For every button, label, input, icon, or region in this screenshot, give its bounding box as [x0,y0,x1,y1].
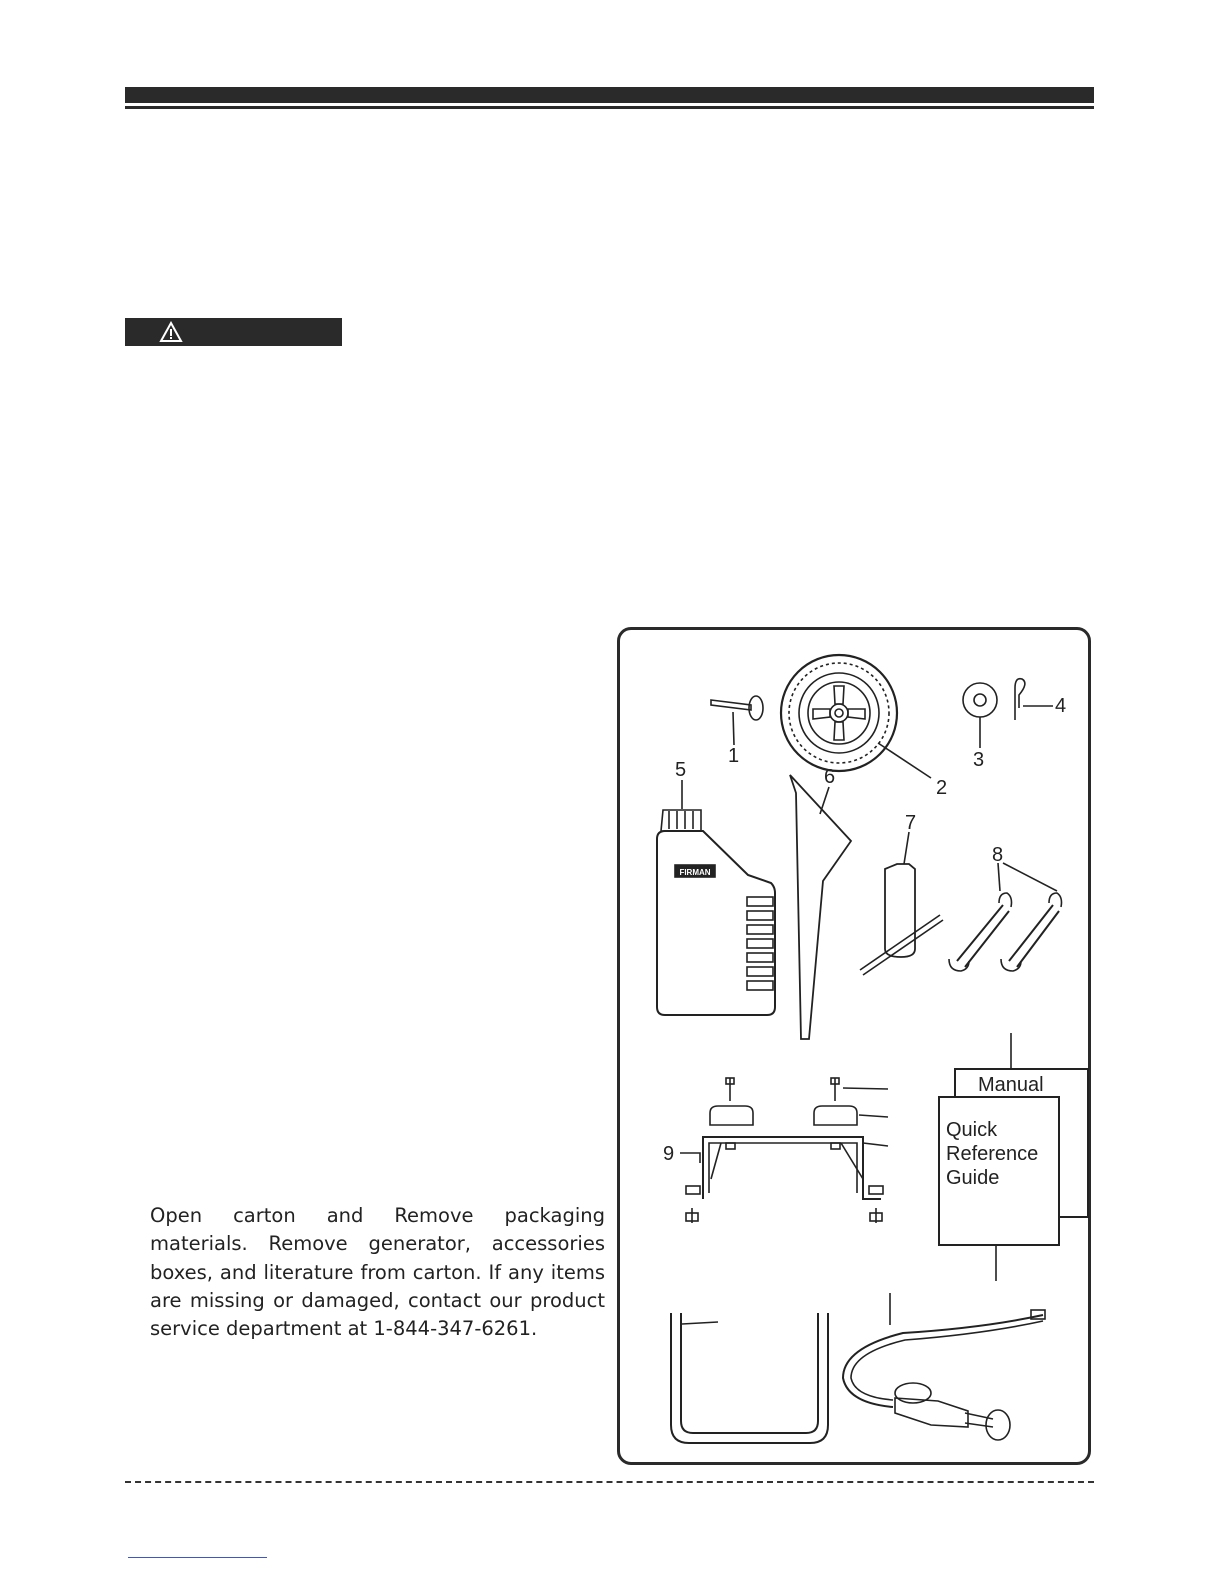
mounting-bracket-part [680,1078,888,1223]
accessories-figure [617,627,1091,1465]
guide-label-line-1: Quick [946,1119,998,1141]
callout-3: 3 [973,749,985,771]
handle-part [671,1313,828,1443]
unpacking-instructions: Open carton and Remove packaging materials. Remove generator, accessories boxes, and literature from carton. If any items are missing or damaged, contact our product service department at 1-844-347-6261. [150,1204,605,1341]
header-rule-thick [125,87,1094,103]
bottle-brand-label: FIRMAN [679,868,711,877]
accessories-illustration [620,630,1094,1468]
callout-6: 6 [824,766,836,788]
callout-9: 9 [663,1143,675,1165]
wrenches-part [949,863,1062,971]
callout-4: 4 [1055,695,1067,717]
callout-2: 2 [936,777,948,799]
washer-part [963,683,997,748]
guide-label-line-3: Guide [946,1167,1000,1189]
manual-label: Manual [978,1074,1044,1096]
footer-dashed-rule [125,1481,1094,1483]
guide-label-line-2: Reference [946,1143,1039,1165]
callout-7: 7 [905,812,917,834]
footer-link-underline[interactable] [128,1557,267,1558]
callout-8: 8 [992,844,1004,866]
oil-bottle-part [657,780,775,1015]
cotter-pin-part [1015,679,1053,720]
header-rule-thin [125,106,1094,109]
lpg-hose-part [843,1293,1045,1440]
wheel-part [781,655,931,778]
warning-banner [125,318,342,346]
warning-triangle-icon [159,321,183,343]
funnel-part [790,775,851,1039]
spark-plug-wrench-part [860,832,943,975]
callout-1: 1 [728,745,740,767]
callout-5: 5 [675,759,687,781]
axle-pin-part [711,696,763,745]
